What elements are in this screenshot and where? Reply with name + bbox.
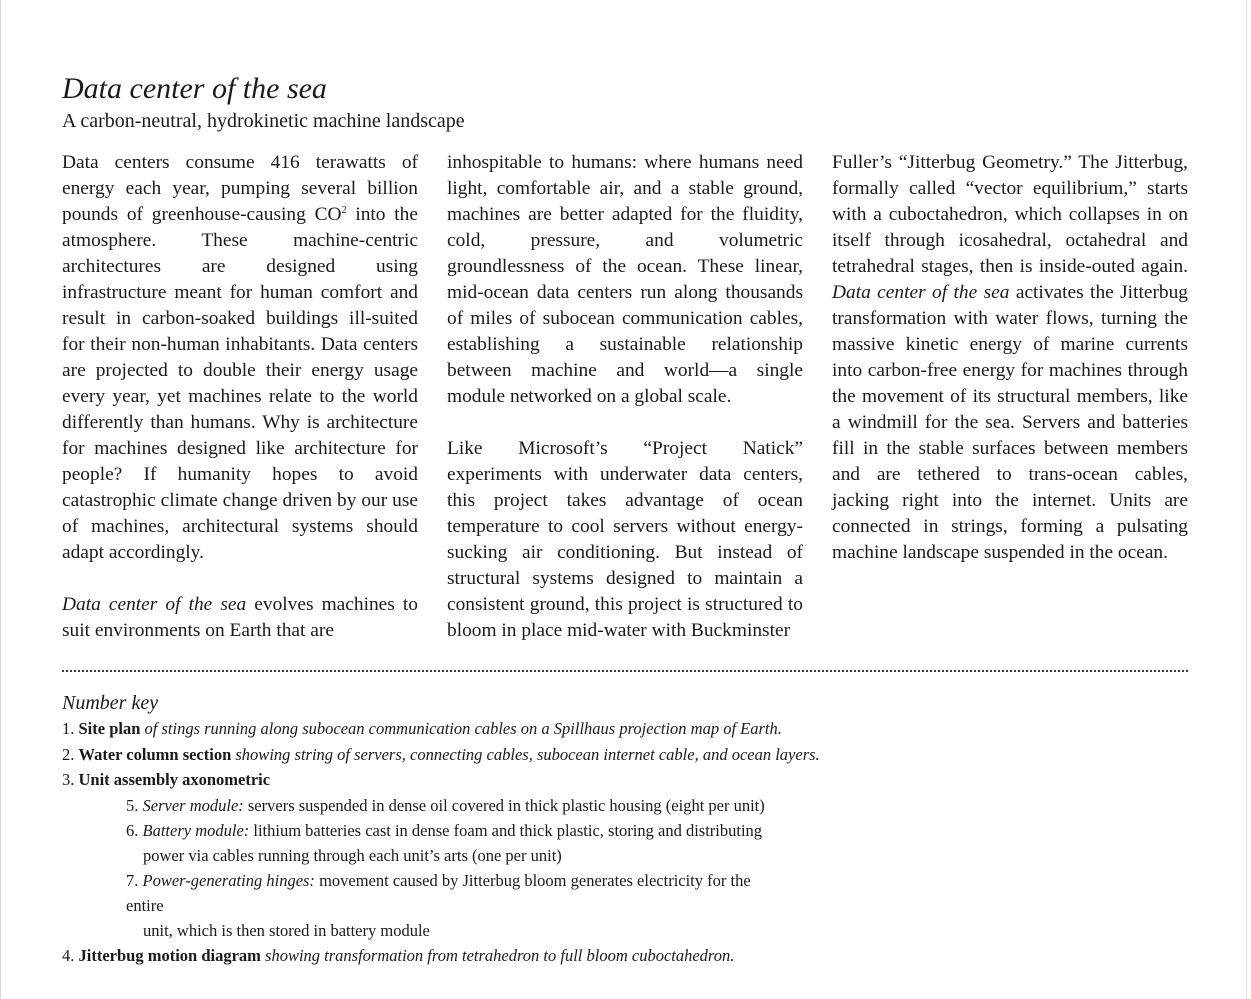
key-item-number: 2. [62,744,75,764]
column-3 [832,150,1188,644]
key-subitem-label: Battery module: [142,820,250,840]
column-3-paragraph-1 [832,150,1188,566]
col3-p1-text-a: Fuller’s “Jitterbug Geometry.” The Jitterbug, formally called “vector equilibrium,” starts with a cuboctahedron, which collapses in on itself through icosahedral, octahedral and tetrahedral stages, then is inside-outed again. [832,152,1188,277]
col1-p2-text: evolves machines to suit environments on Earth that are [62,594,418,641]
number-key [62,690,1188,968]
column-2 [447,150,803,644]
key-subitem-6 [62,818,786,868]
page-edge-right [1246,0,1247,999]
key-item-number: 1. [62,719,75,738]
key-subitem-7 [62,868,786,943]
key-item-label: Site plan [78,719,141,738]
header [62,70,1188,134]
key-item-4 [62,943,1188,969]
key-subitem-continuation: power via cables running through each unit’s arts (one per unit) [143,845,562,865]
key-item-1 [62,716,1188,742]
body-columns [62,150,1188,644]
key-subitem-number: 5. [126,795,139,815]
key-item-3 [62,767,1188,793]
dotted-divider [62,670,1188,672]
key-subitem-number: 6. [126,820,139,840]
col3-p1-text-b: activates the Jitterbug transformation with water flows, turning the massive kinetic energy of marine currents into carbon-free energy for machines through the movement of its structural members, like a windmill for the sea. Servers and batteries fill in the stable surfaces between members and are tethered to trans-ocean cables, jacking right into the internet. Units are connected in strings, forming a pulsating machine landscape suspended in the ocean. [832,282,1188,563]
key-subitem-text: servers suspended in dense oil covered in thick plastic housing (eight per unit) [247,795,765,815]
key-item-description: showing string of servers, connecting cables, subocean internet cable, and ocean layers. [235,744,820,764]
column-1-paragraph-1 [62,150,418,566]
key-item-label: Water column section [78,744,232,764]
key-subitem-continuation: unit, which is then stored in battery module [143,920,430,940]
col1-p1-text-a: Data centers consume 416 terawatts of energy each year, pumping several billion pounds of greenhouse-causing CO [62,152,418,225]
number-key-title: Number key [62,692,159,714]
project-name-italic-2: Data center of the sea [832,282,1010,303]
column-2-paragraph-1: inhospitable to humans: where humans need light, comfortable air, and a stable ground, machines are better adapted for the fluidity, cold, pressure, and volumetric groundlessness of the ocean. These linear, mid-ocean data centers run along thousands of miles of subocean communication cables, establishing a sustainable relationship between machine and world—a single module networked on a global scale. [447,152,803,407]
co2-subscript: 2 [341,205,347,216]
key-item-description: of stings running along subocean communication cables on a Spillhaus projection map of Earth. [144,719,782,738]
key-subitem-label: Server module: [142,795,244,815]
page-title: Data center of the sea [62,72,327,105]
key-item-number: 3. [62,770,75,789]
key-subitem-label: Power-generating hinges: [142,870,315,890]
project-name-italic: Data center of the sea [62,594,247,615]
col1-p1-text-b: into the atmosphere. These machine-centric architectures are designed using infrastructure meant for human comfort and result in carbon-soaked buildings ill-suited for their non-human inhabitants. Data centers are projected to double their energy usage every year, yet machines relate to the world differently than humans. Why is architecture for machines designed like architecture for people? If humanity hopes to avoid catastrophic climate change driven by our use of machines, architectural systems should adapt accordingly. [62,204,418,563]
key-item-2 [62,742,1188,768]
key-subitem-5 [62,793,786,818]
key-subitem-text: movement caused by Jitterbug bloom generates electricity for the entire [126,870,751,915]
key-subitem-number: 7. [126,870,139,890]
key-subitem-text: lithium batteries cast in dense foam and thick plastic, storing and distributing [253,820,763,840]
key-item-label: Jitterbug motion diagram [78,945,261,965]
column-1 [62,150,418,644]
column-2-paragraph-2: Like Microsoft’s “Project Natick” experiments with underwater data centers, this project takes advantage of ocean temperature to cool servers without energy-sucking air conditioning. But instead of structural systems designed to maintain a consistent ground, this project is structured to bloom in place mid-water with Buckminster [447,438,803,641]
column-1-paragraph-2 [62,592,418,644]
key-item-label: Unit assembly axonometric [78,770,271,789]
page-edge-left [0,0,1,999]
key-item-number: 4. [62,945,75,965]
key-item-description: showing transformation from tetrahedron to full bloom cuboctahedron. [265,945,735,965]
page-subtitle: A carbon-neutral, hydrokinetic machine landscape [62,110,465,132]
